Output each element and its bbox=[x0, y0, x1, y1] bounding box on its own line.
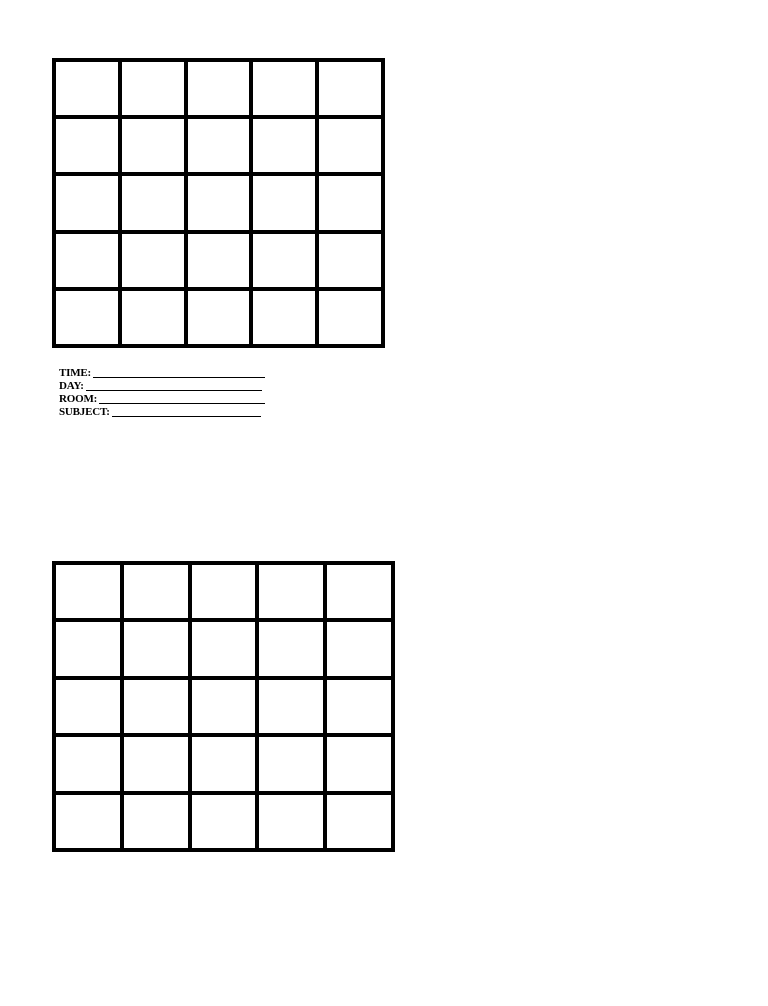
grid-bottom-cell bbox=[257, 620, 325, 677]
grid-bottom-cell bbox=[190, 620, 258, 677]
class-info-block bbox=[59, 366, 289, 418]
subject-label: SUBJECT: bbox=[59, 406, 110, 418]
grid-top-cell bbox=[317, 232, 383, 289]
subject-row bbox=[59, 405, 289, 418]
grid-bottom-cell bbox=[54, 563, 122, 620]
grid-bottom-cell bbox=[122, 620, 190, 677]
grid-bottom-cell bbox=[54, 678, 122, 735]
day-row bbox=[59, 379, 289, 392]
grid-bottom-cell bbox=[54, 793, 122, 850]
day-blank-line bbox=[86, 390, 262, 391]
grid-bottom-cell bbox=[325, 793, 393, 850]
grid-top-cell bbox=[251, 60, 317, 117]
grid-bottom-cell bbox=[122, 678, 190, 735]
grid-bottom-cell bbox=[190, 735, 258, 792]
grid-bottom-cell bbox=[54, 735, 122, 792]
grid-bottom-cell bbox=[190, 563, 258, 620]
grid-top-cell bbox=[186, 174, 252, 231]
grid-top-cell bbox=[317, 60, 383, 117]
time-row bbox=[59, 366, 289, 379]
grid-top-cell bbox=[251, 174, 317, 231]
seating-grid-top bbox=[52, 58, 385, 348]
grid-top-cell bbox=[186, 117, 252, 174]
seating-grid-bottom bbox=[52, 561, 395, 852]
grid-top-cell bbox=[317, 117, 383, 174]
grid-bottom-cell bbox=[325, 735, 393, 792]
grid-top-cell bbox=[120, 60, 186, 117]
grid-top-cell bbox=[317, 174, 383, 231]
grid-bottom-cell bbox=[325, 620, 393, 677]
grid-bottom-cell bbox=[325, 563, 393, 620]
day-label: DAY: bbox=[59, 380, 84, 392]
grid-top-cell bbox=[251, 232, 317, 289]
grid-top-cell bbox=[54, 232, 120, 289]
grid-top-cell bbox=[251, 289, 317, 346]
grid-top-cell bbox=[186, 232, 252, 289]
grid-bottom-cell bbox=[257, 735, 325, 792]
grid-top-cell bbox=[120, 232, 186, 289]
grid-bottom-cell bbox=[122, 563, 190, 620]
grid-bottom-cell bbox=[257, 678, 325, 735]
grid-bottom-cell bbox=[190, 793, 258, 850]
time-blank-line bbox=[93, 377, 265, 378]
grid-top-cell bbox=[120, 117, 186, 174]
grid-top-cell bbox=[120, 289, 186, 346]
grid-bottom-cell bbox=[257, 563, 325, 620]
room-row bbox=[59, 392, 289, 405]
grid-top-cell bbox=[317, 289, 383, 346]
grid-top-cell bbox=[186, 60, 252, 117]
grid-top-cell bbox=[54, 117, 120, 174]
grid-bottom-cell bbox=[122, 793, 190, 850]
grid-top-cell bbox=[54, 289, 120, 346]
grid-top-cell bbox=[54, 174, 120, 231]
grid-top-cell bbox=[186, 289, 252, 346]
room-blank-line bbox=[99, 403, 265, 404]
grid-bottom-cell bbox=[190, 678, 258, 735]
grid-top-cell bbox=[54, 60, 120, 117]
subject-blank-line bbox=[112, 416, 261, 417]
grid-bottom-cell bbox=[54, 620, 122, 677]
grid-bottom-cell bbox=[122, 735, 190, 792]
time-label: TIME: bbox=[59, 367, 92, 379]
grid-top-cell bbox=[251, 117, 317, 174]
room-label: ROOM: bbox=[59, 393, 98, 405]
grid-bottom-cell bbox=[325, 678, 393, 735]
grid-bottom-cell bbox=[257, 793, 325, 850]
grid-top-cell bbox=[120, 174, 186, 231]
